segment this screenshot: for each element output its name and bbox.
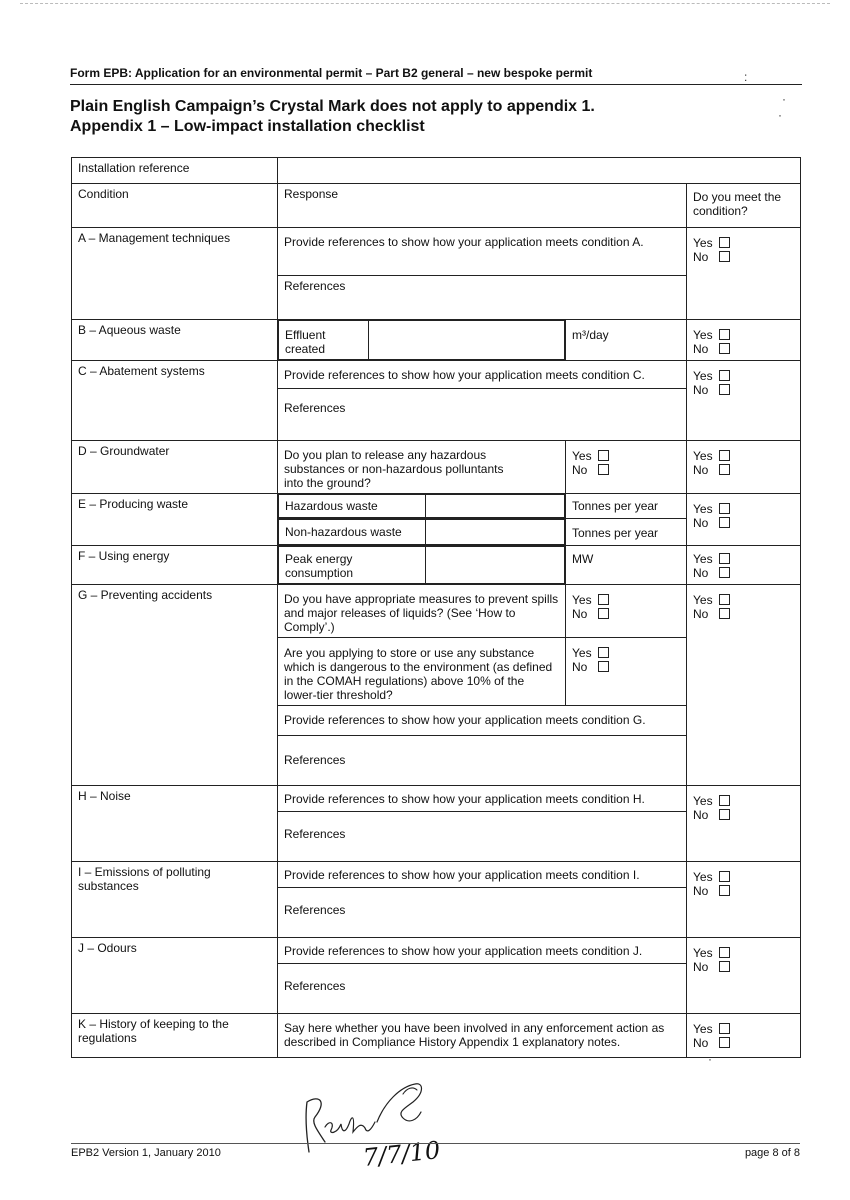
- yes-label: Yes: [693, 870, 713, 884]
- peak-energy-input[interactable]: [426, 547, 565, 584]
- yes-label: Yes: [693, 794, 713, 808]
- meet-b: [687, 320, 801, 361]
- yes-label: Yes: [693, 449, 713, 463]
- references-field-a[interactable]: References: [278, 276, 687, 320]
- answer-g2: [566, 638, 687, 706]
- table-row-b: [72, 320, 801, 361]
- no-checkbox[interactable]: [719, 464, 730, 475]
- signature-date: 7/7/10: [361, 1136, 442, 1172]
- no-label: No: [572, 660, 588, 674]
- no-label: No: [693, 250, 709, 264]
- hazardous-waste-input[interactable]: [426, 495, 565, 518]
- no-checkbox[interactable]: [719, 608, 730, 619]
- yes-label: Yes: [693, 328, 713, 342]
- yes-checkbox[interactable]: [719, 450, 730, 461]
- condition-c: C – Abatement systems: [72, 361, 278, 441]
- checklist-table: [71, 157, 801, 1058]
- form-header: Form EPB: Application for an environmental permit – Part B2 general – new bespoke permit: [70, 66, 593, 80]
- header-divider: [70, 84, 802, 85]
- yes-checkbox[interactable]: [719, 329, 730, 340]
- meet-h: [687, 786, 801, 862]
- no-checkbox[interactable]: [719, 885, 730, 896]
- installation-reference-field[interactable]: [278, 158, 801, 184]
- yes-label: Yes: [693, 593, 713, 607]
- yes-label: Yes: [693, 502, 713, 516]
- condition-k: K – History of keeping to the regulations: [72, 1014, 278, 1058]
- installation-reference-row: [72, 158, 801, 184]
- response-e2: [278, 519, 566, 546]
- no-checkbox[interactable]: [719, 343, 730, 354]
- response-b: [278, 320, 566, 361]
- yes-checkbox[interactable]: [598, 594, 609, 605]
- no-checkbox[interactable]: [719, 384, 730, 395]
- yes-checkbox[interactable]: [719, 237, 730, 248]
- no-label: No: [693, 516, 709, 530]
- yes-label: Yes: [693, 552, 713, 566]
- no-checkbox[interactable]: [719, 961, 730, 972]
- question-g2: Are you applying to store or use any substance which is dangerous to the environment (as defined in the COMAH regulations) above 10% of the lower-tier threshold?: [278, 638, 566, 706]
- yes-label: Yes: [693, 1022, 713, 1036]
- prompt-h: Provide references to show how your application meets condition H.: [278, 786, 687, 812]
- question-d: Do you plan to release any hazardous substances or non-hazardous polluntants into the ground?: [278, 441, 566, 494]
- condition-d: D – Groundwater: [72, 441, 278, 494]
- scan-speck: ·: [708, 1052, 712, 1066]
- effluent-unit: m³/day: [566, 320, 687, 361]
- no-label: No: [572, 607, 588, 621]
- condition-g: G – Preventing accidents: [72, 585, 278, 786]
- meet-k: [687, 1014, 801, 1058]
- scan-speck: :: [744, 70, 748, 84]
- answer-d: [566, 441, 687, 494]
- scan-artifact-line: [20, 3, 830, 4]
- footer-version: EPB2 Version 1, January 2010: [71, 1147, 221, 1159]
- yes-label: Yes: [693, 946, 713, 960]
- no-label: No: [693, 808, 709, 822]
- hazardous-waste-unit: Tonnes per year: [566, 494, 687, 519]
- no-label: No: [693, 884, 709, 898]
- yes-checkbox[interactable]: [719, 503, 730, 514]
- table-row-g: [72, 585, 801, 638]
- no-label: No: [693, 383, 709, 397]
- condition-a: A – Management techniques: [72, 228, 278, 320]
- scan-speck: ·: [778, 108, 782, 122]
- prompt-j: Provide references to show how your application meets condition J.: [278, 938, 687, 964]
- condition-f: F – Using energy: [72, 546, 278, 585]
- no-checkbox[interactable]: [719, 251, 730, 262]
- installation-reference-label: Installation reference: [72, 158, 278, 184]
- peak-energy-unit: MW: [566, 546, 687, 585]
- no-label: No: [693, 960, 709, 974]
- crystal-mark-note: Plain English Campaign’s Crystal Mark does not apply to appendix 1.: [70, 98, 595, 115]
- peak-energy-label: Peak energy consumption: [279, 547, 426, 584]
- yes-checkbox[interactable]: [598, 647, 609, 658]
- table-row-d: [72, 441, 801, 494]
- question-g1: Do you have appropriate measures to prevent spills and major releases of liquids? (See ‘How to Comply’.): [278, 585, 566, 638]
- table-row-f: [72, 546, 801, 585]
- hazardous-waste-label: Hazardous waste: [279, 495, 426, 518]
- yes-checkbox[interactable]: [719, 370, 730, 381]
- no-checkbox[interactable]: [598, 661, 609, 672]
- table-row-i: [72, 862, 801, 888]
- references-field-i[interactable]: References: [278, 888, 687, 938]
- meet-j: [687, 938, 801, 1014]
- condition-h: H – Noise: [72, 786, 278, 862]
- table-row-j: [72, 938, 801, 964]
- yes-checkbox[interactable]: [719, 947, 730, 958]
- response-f: [278, 546, 566, 585]
- column-header-row: [72, 184, 801, 228]
- no-checkbox[interactable]: [719, 517, 730, 528]
- yes-label: Yes: [693, 236, 713, 250]
- yes-checkbox[interactable]: [719, 871, 730, 882]
- no-checkbox[interactable]: [719, 809, 730, 820]
- condition-e: E – Producing waste: [72, 494, 278, 546]
- non-hazardous-waste-unit: Tonnes per year: [566, 519, 687, 546]
- prompt-c: Provide references to show how your application meets condition C.: [278, 361, 687, 389]
- yes-checkbox[interactable]: [719, 795, 730, 806]
- table-row-h: [72, 786, 801, 812]
- yes-label: Yes: [693, 369, 713, 383]
- condition-b: B – Aqueous waste: [72, 320, 278, 361]
- footer-divider: [71, 1143, 800, 1144]
- effluent-input[interactable]: [369, 321, 565, 360]
- meet-f: [687, 546, 801, 585]
- references-field-c[interactable]: References: [278, 389, 687, 441]
- non-hazardous-waste-input[interactable]: [426, 520, 565, 545]
- references-field-g[interactable]: References: [278, 736, 687, 786]
- yes-checkbox[interactable]: [719, 1023, 730, 1034]
- yes-label: Yes: [572, 449, 592, 463]
- no-label: No: [693, 342, 709, 356]
- yes-checkbox[interactable]: [719, 594, 730, 605]
- prompt-i: Provide references to show how your application meets condition I.: [278, 862, 687, 888]
- no-label: No: [693, 607, 709, 621]
- no-label: No: [572, 463, 588, 477]
- meet-a: [687, 228, 801, 320]
- scan-speck: ·: [782, 92, 786, 106]
- meet-i: [687, 862, 801, 938]
- prompt-g: Provide references to show how your application meets condition G.: [278, 706, 687, 736]
- no-checkbox[interactable]: [719, 567, 730, 578]
- page-number: page 8 of 8: [744, 1147, 800, 1159]
- yes-label: Yes: [572, 593, 592, 607]
- no-checkbox[interactable]: [598, 464, 609, 475]
- no-label: No: [693, 463, 709, 477]
- prompt-k: Say here whether you have been involved in any enforcement action as described in Compliance History Appendix 1 explanatory notes.: [278, 1014, 687, 1058]
- response-e1: [278, 494, 566, 519]
- meet-g: [687, 585, 801, 786]
- table-row-a: [72, 228, 801, 276]
- effluent-label: Effluent created: [279, 321, 369, 360]
- meet-d: [687, 441, 801, 494]
- condition-j: J – Odours: [72, 938, 278, 1014]
- table-row-e: [72, 494, 801, 519]
- col-header-condition: Condition: [72, 184, 278, 228]
- table-row-k: [72, 1014, 801, 1058]
- references-field-j[interactable]: References: [278, 964, 687, 1014]
- col-header-meet: Do you meet the condition?: [687, 184, 801, 228]
- no-checkbox[interactable]: [598, 608, 609, 619]
- yes-checkbox[interactable]: [598, 450, 609, 461]
- yes-label: Yes: [572, 646, 592, 660]
- non-hazardous-waste-label: Non-hazardous waste: [279, 520, 426, 545]
- meet-c: [687, 361, 801, 441]
- table-row-c: [72, 361, 801, 389]
- references-field-h[interactable]: References: [278, 812, 687, 862]
- answer-g1: [566, 585, 687, 638]
- no-label: No: [693, 566, 709, 580]
- condition-i: I – Emissions of polluting substances: [72, 862, 278, 938]
- col-header-response: Response: [278, 184, 687, 228]
- prompt-a: Provide references to show how your application meets condition A.: [278, 228, 687, 276]
- no-checkbox[interactable]: [719, 1037, 730, 1048]
- page-title: Appendix 1 – Low-impact installation checklist: [70, 118, 425, 135]
- meet-e: [687, 494, 801, 546]
- no-label: No: [693, 1036, 709, 1050]
- yes-checkbox[interactable]: [719, 553, 730, 564]
